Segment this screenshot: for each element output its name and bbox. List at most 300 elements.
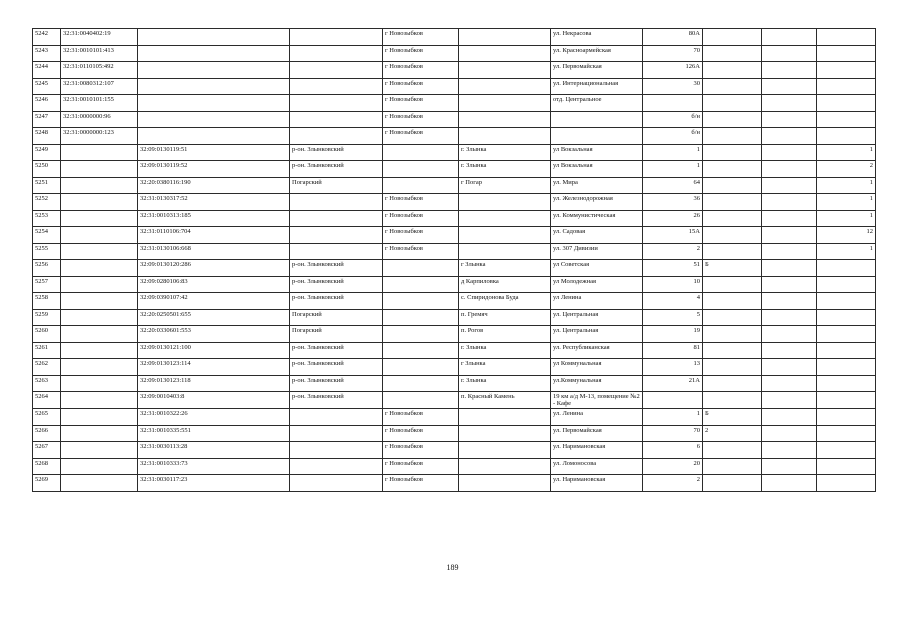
district-cell: Погарский [290,309,383,326]
building-cell [703,194,762,211]
cadastral-number-cell [61,342,138,359]
row-number-cell: 5268 [33,458,61,475]
table-row [33,293,876,310]
building-cell: Б [703,260,762,277]
row-number-cell: 5244 [33,62,61,79]
street-cell: ул Советская [551,260,643,277]
building-cell [703,144,762,161]
extra-cell [817,62,876,79]
cadastral-number-cell [61,243,138,260]
locality-cell [459,128,551,145]
house-number-cell: 21А [643,375,703,392]
flat-cell [762,210,817,227]
extra-cell [817,128,876,145]
building-cell [703,177,762,194]
locality-cell: г. Злынка [459,375,551,392]
table-row [33,29,876,46]
building-cell [703,111,762,128]
cadastral-number-cell [61,210,138,227]
flat-cell [762,62,817,79]
flat-cell [762,29,817,46]
house-number-cell: 36 [643,194,703,211]
cadastral-number-alt-cell: 32:31:0030113:28 [138,442,290,459]
cadastral-number-cell [61,375,138,392]
district-cell: р-он. Злынковский [290,342,383,359]
cadastral-number-cell [61,326,138,343]
cadastral-number-cell [61,144,138,161]
extra-cell [817,425,876,442]
extra-cell [817,309,876,326]
row-number-cell: 5252 [33,194,61,211]
house-number-cell: 1 [643,409,703,426]
city-cell: г Новозыбков [383,111,459,128]
street-cell: ул. Центральная [551,326,643,343]
building-cell [703,45,762,62]
cadastral-number-alt-cell: 32:09:0130123:118 [138,375,290,392]
row-number-cell: 5264 [33,392,61,409]
locality-cell [459,442,551,459]
cadastral-number-cell [61,194,138,211]
cadastral-number-alt-cell [138,45,290,62]
cadastral-number-alt-cell: 32:09:0130119:52 [138,161,290,178]
building-cell [703,475,762,492]
cadastral-number-alt-cell [138,95,290,112]
locality-cell: г. Злынка [459,161,551,178]
table-row [33,425,876,442]
city-cell: г Новозыбков [383,45,459,62]
building-cell [703,375,762,392]
cadastral-number-cell: 32:31:0080312:107 [61,78,138,95]
cadastral-number-alt-cell [138,111,290,128]
locality-cell [459,475,551,492]
cadastral-number-alt-cell: 32:09:0130121:100 [138,342,290,359]
street-cell: ул. Интернациональная [551,78,643,95]
flat-cell [762,326,817,343]
cadastral-number-alt-cell: 32:09:0390107:42 [138,293,290,310]
table-row [33,392,876,409]
cadastral-number-cell [61,276,138,293]
flat-cell [762,128,817,145]
flat-cell [762,409,817,426]
row-number-cell: 5267 [33,442,61,459]
table-row [33,342,876,359]
row-number-cell: 5255 [33,243,61,260]
registry-rows [33,29,876,492]
district-cell [290,227,383,244]
locality-cell: п. Гремяч [459,309,551,326]
table-row [33,475,876,492]
building-cell [703,458,762,475]
district-cell [290,425,383,442]
building-cell: Б [703,409,762,426]
extra-cell: 1 [817,243,876,260]
cadastral-number-cell [61,177,138,194]
district-cell: р-он. Злынковский [290,144,383,161]
house-number-cell: 5 [643,309,703,326]
house-number-cell: 13 [643,359,703,376]
flat-cell [762,78,817,95]
row-number-cell: 5266 [33,425,61,442]
city-cell: г Новозыбков [383,442,459,459]
extra-cell: 1 [817,194,876,211]
district-cell [290,78,383,95]
cadastral-number-cell [61,359,138,376]
city-cell [383,293,459,310]
locality-cell: г Погар [459,177,551,194]
city-cell [383,375,459,392]
district-cell [290,111,383,128]
building-cell [703,128,762,145]
flat-cell [762,161,817,178]
cadastral-number-alt-cell: 32:31:0010335:551 [138,425,290,442]
locality-cell: г. Злынка [459,342,551,359]
flat-cell [762,260,817,277]
building-cell [703,161,762,178]
row-number-cell: 5243 [33,45,61,62]
row-number-cell: 5246 [33,95,61,112]
building-cell [703,326,762,343]
extra-cell [817,260,876,277]
cadastral-number-cell [61,392,138,409]
district-cell [290,128,383,145]
building-cell [703,62,762,79]
district-cell: р-он. Злынковский [290,276,383,293]
flat-cell [762,342,817,359]
table-row [33,194,876,211]
city-cell: г Новозыбков [383,227,459,244]
house-number-cell: 26 [643,210,703,227]
flat-cell [762,45,817,62]
street-cell: ул. Республиканская [551,342,643,359]
street-cell: отд. Центральное [551,95,643,112]
city-cell [383,326,459,343]
street-cell: ул. Центральная [551,309,643,326]
district-cell [290,243,383,260]
cadastral-number-alt-cell: 32:31:0130106:668 [138,243,290,260]
locality-cell [459,111,551,128]
registry-table [32,28,876,492]
street-cell: ул. Железнодорожная [551,194,643,211]
city-cell: г Новозыбков [383,29,459,46]
building-cell: 2 [703,425,762,442]
district-cell: р-он. Злынковский [290,161,383,178]
table-row [33,78,876,95]
street-cell: ул. Коммунистическая [551,210,643,227]
city-cell: г Новозыбков [383,458,459,475]
cadastral-number-cell: 32:31:0010101:413 [61,45,138,62]
street-cell: ул. Ломоносова [551,458,643,475]
extra-cell [817,409,876,426]
city-cell [383,309,459,326]
flat-cell [762,293,817,310]
house-number-cell: 19 [643,326,703,343]
house-number-cell: 64 [643,177,703,194]
city-cell [383,342,459,359]
cadastral-number-alt-cell: 32:31:0110106:704 [138,227,290,244]
extra-cell: 1 [817,177,876,194]
district-cell: р-он. Злынковский [290,375,383,392]
district-cell [290,458,383,475]
city-cell: г Новозыбков [383,409,459,426]
district-cell [290,62,383,79]
district-cell [290,194,383,211]
row-number-cell: 5269 [33,475,61,492]
house-number-cell: 51 [643,260,703,277]
table-row [33,276,876,293]
locality-cell: г Злынка [459,359,551,376]
cadastral-number-cell [61,309,138,326]
locality-cell [459,29,551,46]
cadastral-number-alt-cell: 32:20:0380116:190 [138,177,290,194]
row-number-cell: 5249 [33,144,61,161]
cadastral-number-cell [61,475,138,492]
locality-cell: п. Красный Камень [459,392,551,409]
extra-cell [817,326,876,343]
extra-cell [817,29,876,46]
city-cell [383,177,459,194]
extra-cell: 12 [817,227,876,244]
building-cell [703,342,762,359]
locality-cell [459,425,551,442]
building-cell [703,359,762,376]
cadastral-number-cell [61,442,138,459]
district-cell [290,29,383,46]
city-cell: г Новозыбков [383,243,459,260]
flat-cell [762,194,817,211]
house-number-cell: 81 [643,342,703,359]
street-cell: ул. Мира [551,177,643,194]
flat-cell [762,309,817,326]
street-cell: ул Молодежная [551,276,643,293]
house-number-cell: 80А [643,29,703,46]
row-number-cell: 5258 [33,293,61,310]
flat-cell [762,276,817,293]
district-cell: р-он. Злынковский [290,392,383,409]
building-cell [703,392,762,409]
district-cell: р-он. Злынковский [290,293,383,310]
building-cell [703,227,762,244]
locality-cell [459,243,551,260]
building-cell [703,78,762,95]
cadastral-number-alt-cell: 32:31:0010313:185 [138,210,290,227]
row-number-cell: 5254 [33,227,61,244]
house-number-cell: 70 [643,45,703,62]
row-number-cell: 5260 [33,326,61,343]
district-cell [290,442,383,459]
building-cell [703,243,762,260]
table-row [33,326,876,343]
extra-cell [817,45,876,62]
extra-cell [817,375,876,392]
flat-cell [762,442,817,459]
city-cell: г Новозыбков [383,425,459,442]
district-cell: Погарский [290,326,383,343]
flat-cell [762,111,817,128]
extra-cell [817,442,876,459]
cadastral-number-cell: 32:31:0040402:19 [61,29,138,46]
cadastral-number-cell [61,227,138,244]
house-number-cell: 6 [643,442,703,459]
row-number-cell: 5263 [33,375,61,392]
table-row [33,243,876,260]
locality-cell [459,210,551,227]
locality-cell [459,78,551,95]
table-row [33,409,876,426]
row-number-cell: 5247 [33,111,61,128]
table-row [33,144,876,161]
extra-cell: 2 [817,161,876,178]
row-number-cell: 5265 [33,409,61,426]
table-row [33,260,876,277]
street-cell: ул. Садовая [551,227,643,244]
table-row [33,161,876,178]
extra-cell [817,359,876,376]
cadastral-number-cell: 32:31:0010101:155 [61,95,138,112]
city-cell: г Новозыбков [383,78,459,95]
cadastral-number-cell [61,161,138,178]
locality-cell [459,95,551,112]
row-number-cell: 5262 [33,359,61,376]
cadastral-number-cell [61,409,138,426]
table-row [33,359,876,376]
house-number-cell: 1 [643,144,703,161]
city-cell [383,260,459,277]
cadastral-number-alt-cell [138,78,290,95]
street-cell: 19 км а/д М-13, помещение №2 - Кафе [551,392,643,409]
cadastral-number-cell [61,293,138,310]
flat-cell [762,359,817,376]
table-row [33,375,876,392]
table-row [33,309,876,326]
extra-cell: 1 [817,144,876,161]
flat-cell [762,392,817,409]
street-cell: ул Коммунальная [551,359,643,376]
table-row [33,45,876,62]
row-number-cell: 5261 [33,342,61,359]
cadastral-number-cell [61,260,138,277]
cadastral-number-cell: 32:31:0000000:96 [61,111,138,128]
house-number-cell [643,392,703,409]
building-cell [703,442,762,459]
cadastral-number-alt-cell: 32:20:0330601:553 [138,326,290,343]
table-row [33,442,876,459]
street-cell: ул. 307 Дивизии [551,243,643,260]
house-number-cell: 4 [643,293,703,310]
cadastral-number-alt-cell [138,62,290,79]
street-cell: ул. Красноармейская [551,45,643,62]
cadastral-number-alt-cell: 32:09:0130120:286 [138,260,290,277]
flat-cell [762,375,817,392]
cadastral-number-alt-cell: 32:09:0130123:114 [138,359,290,376]
city-cell [383,161,459,178]
row-number-cell: 5245 [33,78,61,95]
locality-cell: г. Злынка [459,144,551,161]
locality-cell [459,227,551,244]
extra-cell: 1 [817,210,876,227]
locality-cell [459,194,551,211]
city-cell: г Новозыбков [383,475,459,492]
cadastral-number-alt-cell: 32:09:0010403:8 [138,392,290,409]
table-row [33,62,876,79]
flat-cell [762,425,817,442]
city-cell [383,392,459,409]
city-cell: г Новозыбков [383,210,459,227]
street-cell: ул Вокзальная [551,144,643,161]
cadastral-number-alt-cell: 32:31:0030117:23 [138,475,290,492]
cadastral-number-alt-cell [138,29,290,46]
district-cell [290,45,383,62]
row-number-cell: 5259 [33,309,61,326]
table-row [33,177,876,194]
flat-cell [762,177,817,194]
district-cell: р-он. Злынковский [290,260,383,277]
building-cell [703,95,762,112]
locality-cell: г Злынка [459,260,551,277]
street-cell: ул. Наримановская [551,442,643,459]
row-number-cell: 5242 [33,29,61,46]
locality-cell [459,458,551,475]
cadastral-number-alt-cell: 32:20:0250501:655 [138,309,290,326]
locality-cell: д Карпиловка [459,276,551,293]
extra-cell [817,95,876,112]
district-cell [290,210,383,227]
city-cell [383,359,459,376]
flat-cell [762,243,817,260]
extra-cell [817,293,876,310]
building-cell [703,210,762,227]
house-number-cell: 15А [643,227,703,244]
locality-cell [459,45,551,62]
locality-cell [459,62,551,79]
street-cell: ул Ленина [551,293,643,310]
district-cell [290,409,383,426]
row-number-cell: 5253 [33,210,61,227]
cadastral-number-cell [61,425,138,442]
building-cell [703,293,762,310]
cadastral-number-alt-cell: 32:09:0130119:51 [138,144,290,161]
street-cell: ул. Наримановская [551,475,643,492]
row-number-cell: 5257 [33,276,61,293]
street-cell: ул Вокзальная [551,161,643,178]
street-cell [551,111,643,128]
row-number-cell: 5251 [33,177,61,194]
house-number-cell: 10 [643,276,703,293]
building-cell [703,309,762,326]
city-cell [383,144,459,161]
table-row [33,227,876,244]
house-number-cell: 30 [643,78,703,95]
street-cell: ул. Ленина [551,409,643,426]
building-cell [703,29,762,46]
city-cell: г Новозыбков [383,194,459,211]
street-cell: ул. Первомайская [551,425,643,442]
locality-cell: п. Рогов [459,326,551,343]
extra-cell [817,78,876,95]
district-cell: р-он. Злынковский [290,359,383,376]
extra-cell [817,475,876,492]
table-row [33,128,876,145]
flat-cell [762,227,817,244]
locality-cell: с. Спиридонова Буда [459,293,551,310]
street-cell: ул.Коммунальная [551,375,643,392]
row-number-cell: 5256 [33,260,61,277]
house-number-cell: 2 [643,243,703,260]
flat-cell [762,144,817,161]
building-cell [703,276,762,293]
cadastral-number-alt-cell: 32:31:0010322:26 [138,409,290,426]
house-number-cell: 70 [643,425,703,442]
table-row [33,458,876,475]
